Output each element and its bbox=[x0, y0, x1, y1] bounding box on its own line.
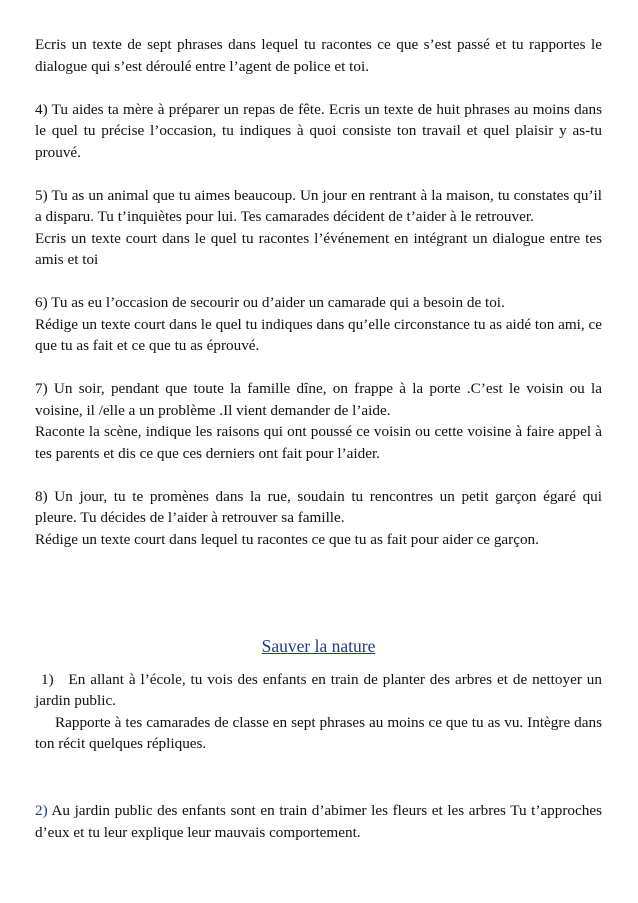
nature-item-1-body: En allant à l’école, tu vois des enfants en train de planter des arbres et de nettoyer un jardin public. bbox=[35, 670, 602, 709]
exercise-5 bbox=[35, 185, 602, 271]
exercise-8 bbox=[35, 486, 602, 551]
exercise-6-text: 6) Tu as eu l’occasion de secourir ou d’aider un camarade qui a besoin de toi. bbox=[35, 294, 505, 311]
exercise-7-instruction: Raconte la scène, indique les raisons qui ont poussé ce voisin ou cette voisine à faire appel à tes parents et dis ce que ces derniers ont fait pour l’aider. bbox=[35, 423, 602, 462]
section-title bbox=[35, 634, 602, 658]
document-page bbox=[35, 34, 602, 865]
nature-item-1 bbox=[35, 669, 602, 755]
exercise-8-text: 8) Un jour, tu te promènes dans la rue, soudain tu rencontres un petit garçon égaré qui pleure. Tu décides de l’aider à retrouver sa famille. bbox=[35, 487, 602, 526]
nature-item-2-text bbox=[35, 800, 602, 843]
exercise-5-text: 5) Tu as un animal que tu aimes beaucoup. Un jour en rentrant à la maison, tu constates qu’il a disparu. Tu t’inquiètes pour lui. Tes camarades décident de t’aider à le retrouver. bbox=[35, 186, 602, 225]
spacer bbox=[35, 572, 602, 634]
exercise-7-text: 7) Un soir, pendant que toute la famille dîne, on frappe à la porte .C’est le voisin ou la voisine, il /elle a un problème .Il vient demander de l’aide. bbox=[35, 380, 602, 419]
nature-item-1-number: 1) bbox=[41, 670, 54, 688]
nature-item-2-body: Au jardin public des enfants sont en train d’abimer les fleurs et les arbres Tu t’approches d’eux et tu leur explique leur mauvais comportement. bbox=[35, 802, 602, 841]
exercise-5-instruction: Ecris un texte court dans le quel tu racontes l’événement en intégrant un dialogue entre tes amis et toi bbox=[35, 229, 602, 268]
exercise-8-instruction: Rédige un texte court dans lequel tu racontes ce que tu as fait pour aider ce garçon. bbox=[35, 530, 539, 548]
spacer-2 bbox=[35, 776, 602, 800]
nature-item-2-number: 2) bbox=[35, 802, 48, 819]
exercise-4 bbox=[35, 99, 602, 164]
nature-item-1-text bbox=[35, 669, 602, 712]
exercise-6-instruction: Rédige un texte court dans le quel tu indiques dans qu’elle circonstance tu as aidé ton ami, ce que tu as fait et ce que tu as éprouvé. bbox=[35, 315, 602, 354]
nature-item-2 bbox=[35, 800, 602, 843]
section-title-text: Sauver la nature bbox=[261, 635, 376, 656]
intro-paragraph bbox=[35, 34, 602, 77]
exercise-4-text: 4) Tu aides ta mère à préparer un repas de fête. Ecris un texte de huit phrases au moins dans le quel tu précise l’occasion, tu indiques à quoi consiste ton travail et quel plaisir y as-tu prouvé. bbox=[35, 100, 602, 161]
exercise-6 bbox=[35, 292, 602, 357]
intro-text: Ecris un texte de sept phrases dans lequel tu racontes ce que s’est passé et tu rapportes le dialogue qui s’est déroulé entre l’agent de police et toi. bbox=[35, 36, 602, 75]
nature-item-1-instruction: Rapporte à tes camarades de classe en sept phrases au moins ce que tu as vu. Intègre dans ton récit quelques répliques. bbox=[35, 713, 602, 752]
exercise-7 bbox=[35, 378, 602, 464]
